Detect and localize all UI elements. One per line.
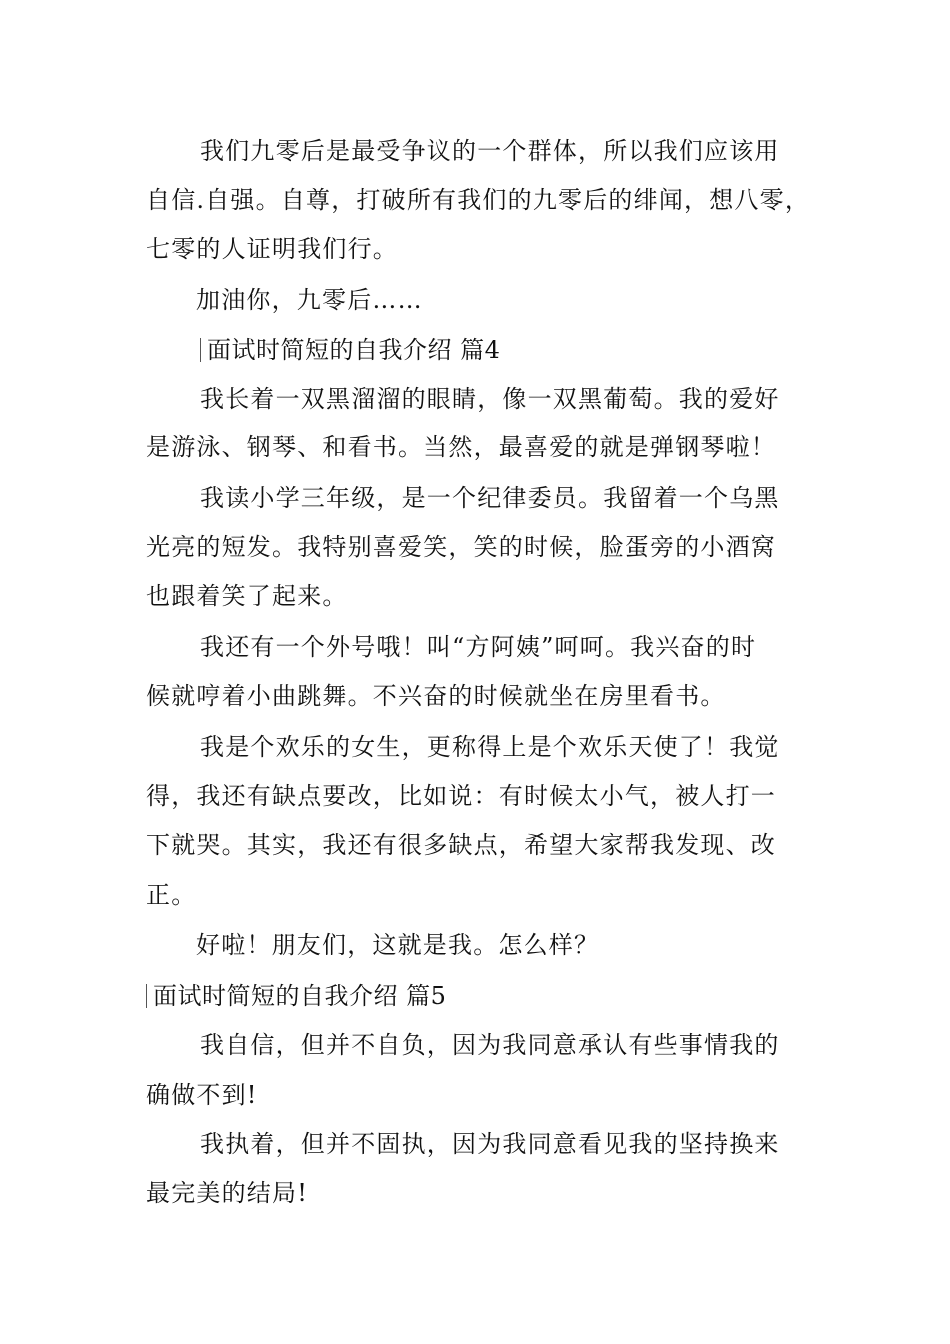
paragraph-line: 我自信，但并不自负，因为我同意承认有些事情我的 bbox=[200, 1031, 780, 1059]
paragraph-line: 我还有一个外号哦！叫“方阿姨”呵呵。我兴奋的时 bbox=[200, 633, 757, 661]
paragraph-line: 我们九零后是最受争议的一个群体，所以我们应该用 bbox=[200, 137, 780, 165]
paragraph-line: 确做不到! bbox=[146, 1081, 258, 1109]
paragraph-line: 好啦！朋友们，这就是我。怎么样？ bbox=[196, 931, 600, 959]
paragraph-line: 七零的人证明我们行。 bbox=[146, 235, 398, 263]
heading-marker bbox=[146, 984, 147, 1008]
paragraph-line: 得，我还有缺点要改，比如说：有时候太小气，被人打一 bbox=[146, 782, 776, 810]
section-heading bbox=[200, 335, 500, 365]
paragraph-line: 也跟着笑了起来。 bbox=[146, 582, 348, 610]
paragraph-line: 正。 bbox=[146, 881, 197, 909]
paragraph-line: 加油你，九零后…… bbox=[196, 286, 423, 314]
paragraph-line: 是游泳、钢琴、和看书。当然，最喜爱的就是弹钢琴啦！ bbox=[146, 433, 776, 461]
paragraph-line: 最完美的结局! bbox=[146, 1179, 309, 1207]
paragraph-line: 下就哭。其实，我还有很多缺点，希望大家帮我发现、改 bbox=[146, 831, 776, 859]
paragraph-line: 我长着一双黑溜溜的眼睛，像一双黑葡萄。我的爱好 bbox=[200, 385, 780, 413]
paragraph-line: 候就哼着小曲跳舞。不兴奋的时候就坐在房里看书。 bbox=[146, 682, 726, 710]
paragraph-line: 我执着，但并不固执，因为我同意看见我的坚持换来 bbox=[200, 1130, 780, 1158]
paragraph-line: 我是个欢乐的女生，更称得上是个欢乐天使了！我觉 bbox=[200, 733, 780, 761]
paragraph-line: 光亮的短发。我特别喜爱笑，笑的时候，脸蛋旁的小酒窝 bbox=[146, 533, 776, 561]
heading-marker bbox=[200, 338, 201, 362]
section-heading-text: 面试时简短的自我介绍 篇5 bbox=[153, 982, 447, 1010]
section-heading-text: 面试时简短的自我介绍 篇4 bbox=[207, 336, 501, 364]
paragraph-line: 我读小学三年级，是一个纪律委员。我留着一个乌黑 bbox=[200, 484, 780, 512]
section-heading bbox=[146, 981, 446, 1011]
paragraph-line: 自信.自强。自尊，打破所有我们的九零后的绯闻，想八零， bbox=[146, 186, 811, 214]
